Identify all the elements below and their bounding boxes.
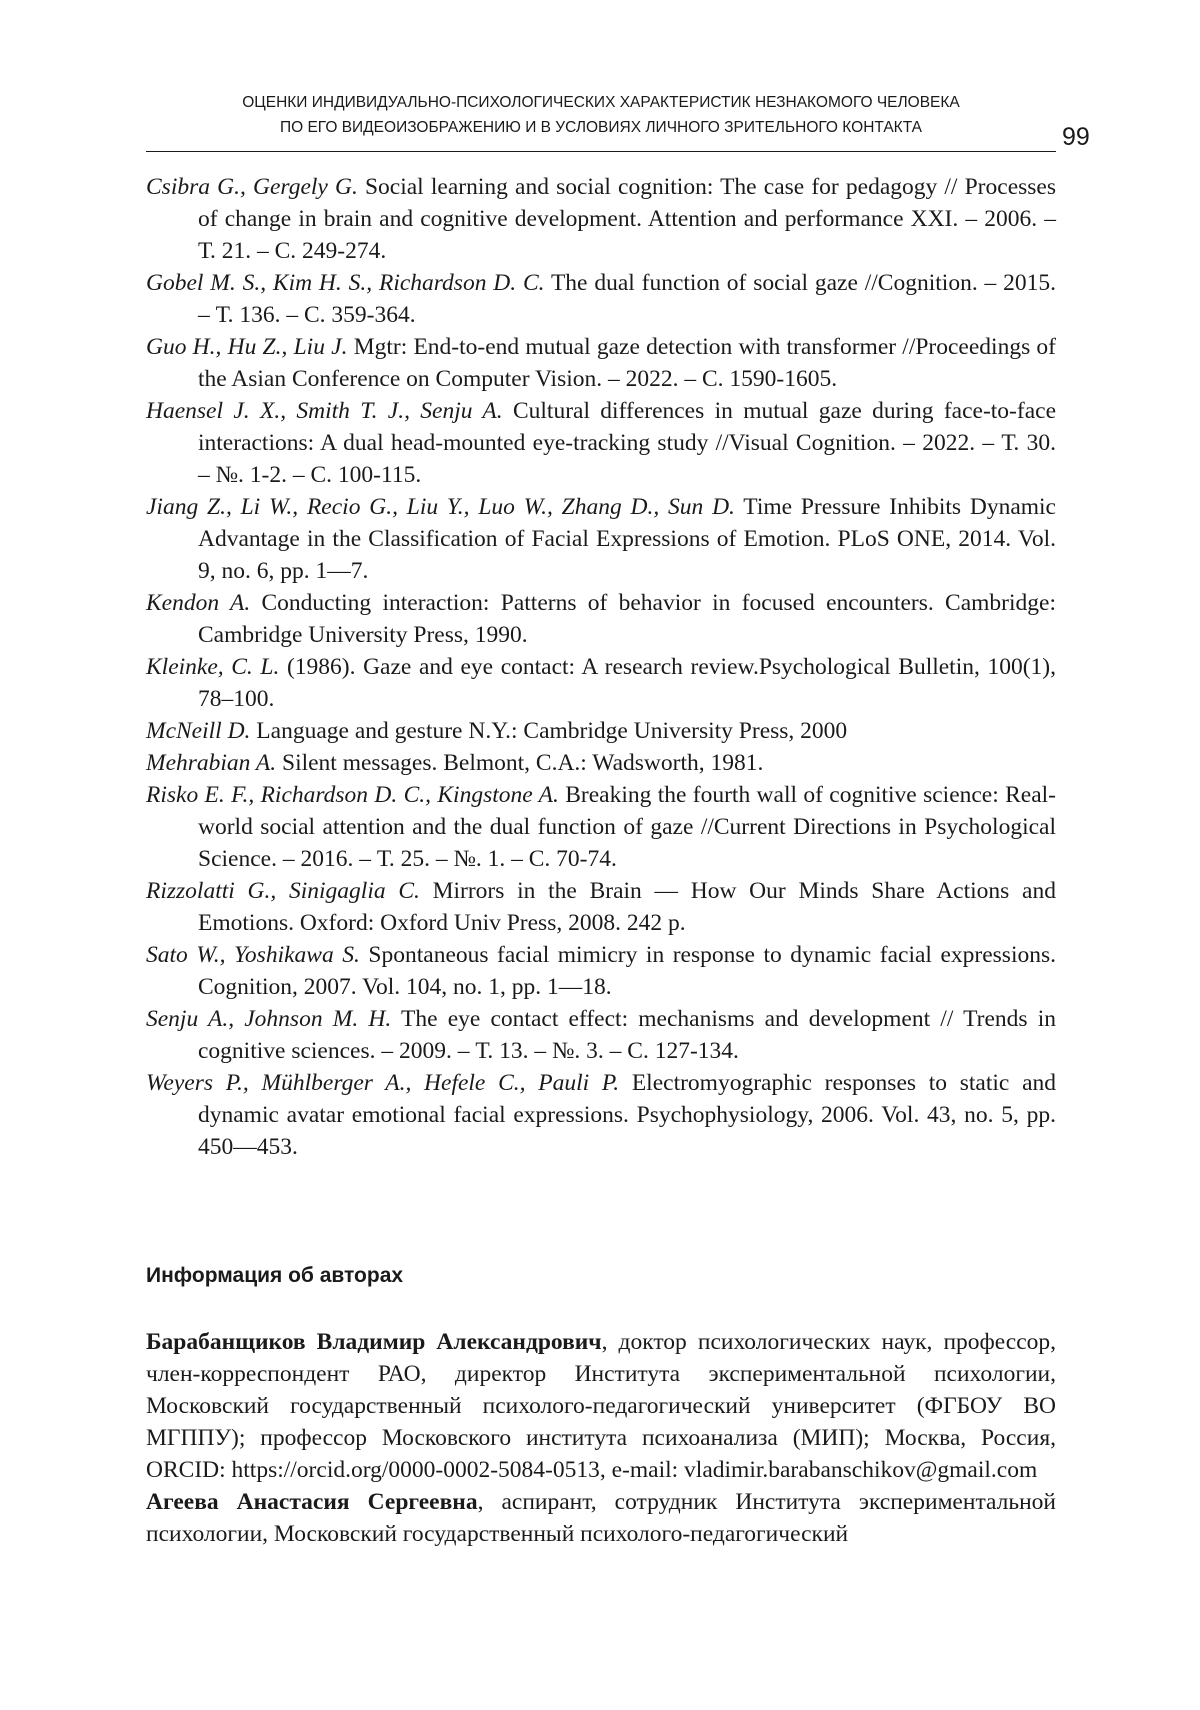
reference-text: Time Pressure Inhibits Dynamic Advantage in the Classification of Facial Expressions of Emotion. PLoS ONE, 2014. Vol. 9, no. 6, pp. 1—7.: [198, 494, 1056, 584]
reference-item: [146, 267, 1056, 331]
reference-authors: Risko E. F., Richardson D. C., Kingstone A.: [146, 782, 559, 808]
reference-text: Language and gesture N.Y.: Cambridge University Press, 2000: [250, 718, 848, 744]
reference-item: [146, 715, 1056, 747]
reference-item: [146, 747, 1056, 779]
reference-authors: Sato W., Yoshikawa S.: [146, 942, 360, 968]
reference-authors: Guo H., Hu Z., Liu J.: [146, 334, 348, 360]
reference-text: Conducting interaction: Patterns of behavior in focused encounters. Cambridge: Cambridge University Press, 1990.: [198, 590, 1056, 648]
running-head-line-2: ПО ЕГО ВИДЕОИЗОБРАЖЕНИЮ И В УСЛОВИЯХ ЛИЧНОГО ЗРИТЕЛЬНОГО КОНТАКТА: [279, 119, 923, 136]
reference-item: [146, 171, 1056, 267]
reference-text: Mirrors in the Brain — How Our Minds Share Actions and Emotions. Oxford: Oxford Univ Press, 2008. 242 p.: [198, 878, 1056, 936]
reference-text: Cultural differences in mutual gaze during face-to-face interactions: A dual head-mounted eye-tracking study //Visual Cognition. – 2022. – Т. 30. – №. 1-2. – С. 100-115.: [198, 398, 1057, 488]
reference-item: [146, 875, 1056, 939]
reference-authors: Csibra G., Gergely G.: [146, 174, 358, 200]
reference-text: (1986). Gaze and eye contact: A research review.Psychological Bulletin, 100(1), 78–100.: [198, 654, 1056, 712]
reference-item: [146, 1003, 1056, 1067]
running-head-line-1: ОЦЕНКИ ИНДИВИДУАЛЬНО-ПСИХОЛОГИЧЕСКИХ ХАРАКТЕРИСТИК НЕЗНАКОМОГО ЧЕЛОВЕКА: [242, 94, 960, 111]
reference-authors: Mehrabian A.: [146, 750, 277, 776]
author-entry: [146, 1326, 1056, 1486]
reference-authors: Jiang Z., Li W., Recio G., Liu Y., Luo W., Zhang D., Sun D.: [146, 494, 735, 520]
reference-authors: Senju A., Johnson M. H.: [146, 1006, 392, 1032]
header-rule: [146, 151, 1056, 152]
author-info: [146, 1326, 1056, 1550]
reference-item: [146, 491, 1056, 587]
author-name: Агеева Анастасия Сергеевна: [146, 1489, 478, 1515]
reference-authors: McNeill D.: [146, 718, 251, 744]
reference-item: [146, 939, 1056, 1003]
reference-item: [146, 587, 1056, 651]
reference-text: The eye contact effect: mechanisms and development // Trends in cognitive sciences. – 2009. – Т. 13. – №. 3. – С. 127-134.: [198, 1006, 1056, 1064]
reference-item: [146, 651, 1056, 715]
reference-item: [146, 331, 1056, 395]
reference-text: Mgtr: End-to-end mutual gaze detection with transformer //Proceedings of the Asian Conference on Computer Vision. – 2022. – С. 1590-1605.: [198, 334, 1057, 392]
author-details: , доктор психологических наук, профессор, член-корреспондент РАО, директор Института экспериментальной психологии, Московский государственный психолого-педагогический университет (ФГБОУ ВО МГППУ); профессор Московского института психоанализа (МИП); Москва, Россия, ORCID: https://orcid.org/0000-0002-5084-0513, e-mail: vladimir.barabanschikov@gmail.com: [146, 1329, 1057, 1483]
author-details: , аспирант, сотрудник Института экспериментальной психологии, Московский государственный психолого-педагогический: [146, 1489, 1056, 1547]
reference-authors: Kendon A.: [146, 590, 251, 616]
reference-text: Breaking the fourth wall of cognitive science: Real-world social attention and the dual function of gaze //Current Directions in Psychological Science. – 2016. – Т. 25. – №. 1. – С. 70-74.: [198, 782, 1057, 872]
reference-authors: Weyers P., Mühlberger A., Hefele C., Pauli P.: [146, 1070, 620, 1096]
reference-authors: Rizzolatti G., Sinigaglia C.: [146, 878, 420, 904]
running-head: [146, 90, 1056, 140]
author-entry: [146, 1486, 1056, 1550]
reference-item: [146, 779, 1056, 875]
reference-item: [146, 395, 1056, 491]
reference-item: [146, 1067, 1056, 1163]
reference-text: Silent messages. Belmont, C.A.: Wadsworth, 1981.: [276, 750, 764, 776]
reference-authors: Gobel M. S., Kim H. S., Richardson D. C.: [146, 270, 545, 296]
author-name: Барабанщиков Владимир Александрович: [146, 1329, 602, 1355]
page-number: 99: [1062, 123, 1090, 151]
reference-text: Electromyographic responses to static and dynamic avatar emotional facial expressions. Psychophysiology, 2006. Vol. 43, no. 5, pp. 450—453.: [198, 1070, 1056, 1160]
reference-text: Spontaneous facial mimicry in response to dynamic facial expressions. Cognition, 2007. Vol. 104, no. 1, pp. 1—18.: [198, 942, 1056, 1000]
reference-text: The dual function of social gaze //Cognition. – 2015. – Т. 136. – С. 359-364.: [198, 270, 1057, 328]
reference-text: Social learning and social cognition: The case for pedagogy // Processes of change in brain and cognitive development. Attention and performance XXI. – 2006. – Т. 21. – С. 249-274.: [198, 174, 1056, 264]
reference-list: [146, 171, 1056, 1163]
reference-authors: Kleinke, C. L.: [146, 654, 280, 680]
reference-authors: Haensel J. X., Smith T. J., Senju A.: [146, 398, 503, 424]
authors-section-title: Информация об авторах: [146, 1264, 404, 1287]
